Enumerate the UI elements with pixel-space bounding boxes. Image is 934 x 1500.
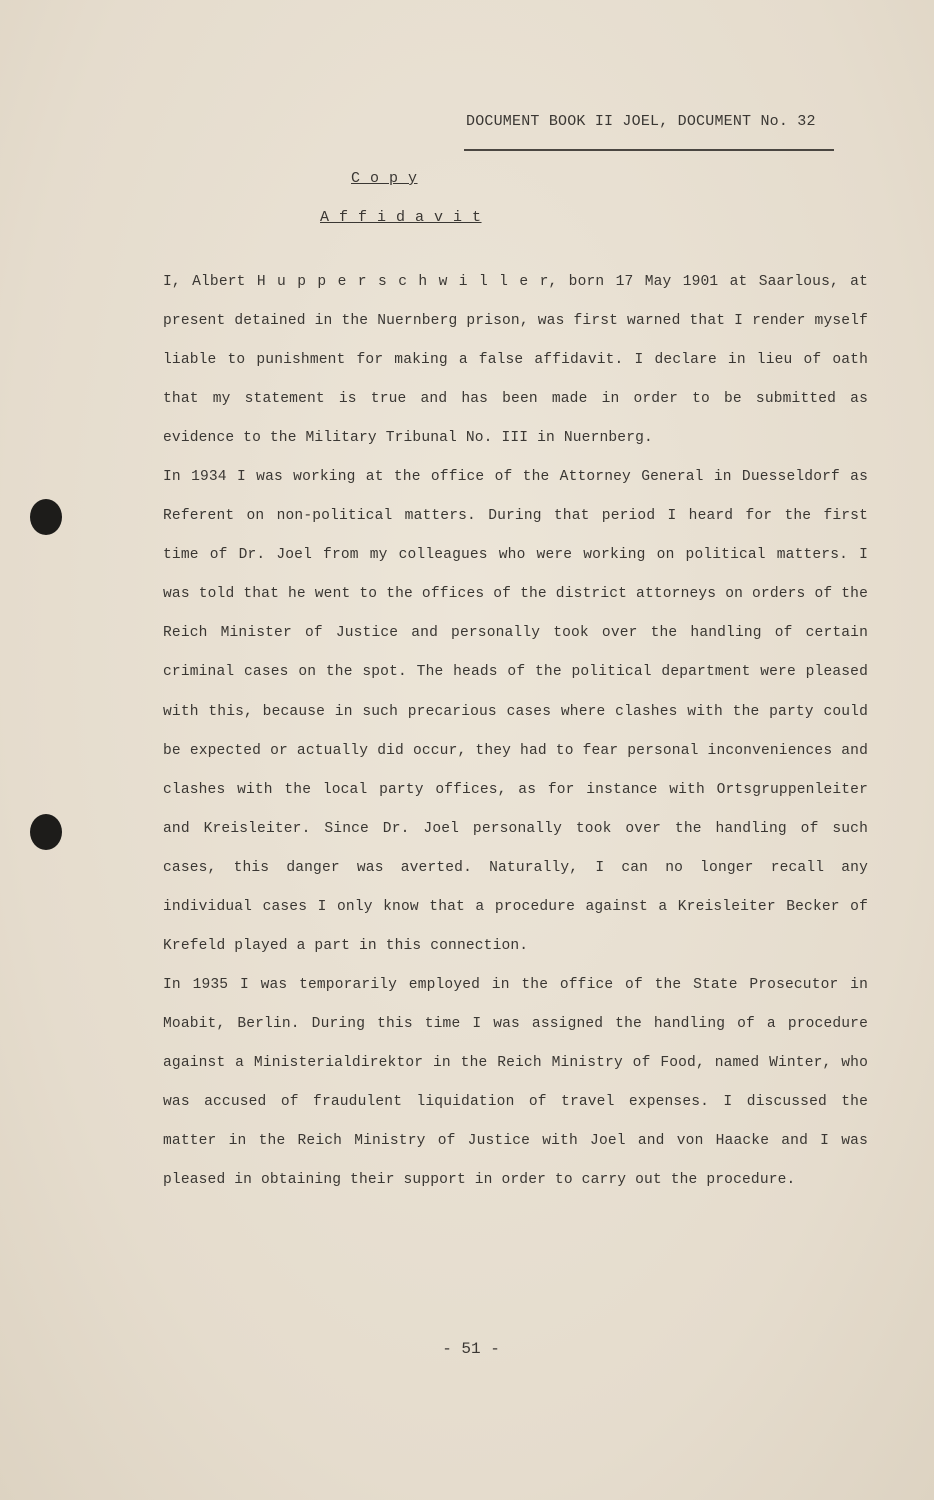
- document-title: A f f i d a v i t: [320, 209, 482, 226]
- document-reference: DOCUMENT BOOK II JOEL, DOCUMENT No. 32: [466, 113, 816, 130]
- paragraph: I, Albert H u p p e r s c h w i l l e r, born 17 May 1901 at Saarlous, at present detained in the Nuernberg prison, was first warned that I render myself liable to punishment for making a false affidavit. I declare in lieu of oath that my statement is true and has been made in order to be submitted as evidence to the Military Tribunal No. III in Nuernberg.: [163, 274, 868, 447]
- paragraph: In 1935 I was temporarily employed in the office of the State Prosecutor in Moabit, Berlin. During this time I was assigned the handling of a procedure against a Ministerialdirektor in the Reich Ministry of Food, named Winter, who was accused of fraudulent liquidation of travel expenses. I discussed the matter in the Reich Ministry of Justice with Joel and von Haacke and I was pleased in obtaining their support in order to carry out the procedure.: [163, 976, 868, 1189]
- header-underline: [464, 149, 834, 151]
- punch-hole-upper: [30, 499, 62, 535]
- copy-label: C o p y: [351, 170, 418, 187]
- punch-hole-lower: [30, 814, 62, 850]
- page-number: - 51 -: [442, 1340, 500, 1358]
- affidavit-body: [163, 263, 868, 1200]
- paragraph: In 1934 I was working at the office of the Attorney General in Duesseldorf as Referent on non-political matters. During that period I heard for the first time of Dr. Joel from my colleagues who were working on political matters. I was told that he went to the offices of the district attorneys on orders of the Reich Minister of Justice and personally took over the handling of certain criminal cases on the spot. The heads of the political department were pleased with this, because in such precarious cases where clashes with the party could be expected or actually did occur, they had to fear personal inconveniences and clashes with the local party offices, as for instance with Ortsgruppenleiter and Kreisleiter. Since Dr. Joel personally took over the handling of such cases, this danger was averted. Naturally, I can no longer recall any individual cases I only know that a procedure against a Kreisleiter Becker of Krefeld played a part in this connection.: [163, 469, 868, 954]
